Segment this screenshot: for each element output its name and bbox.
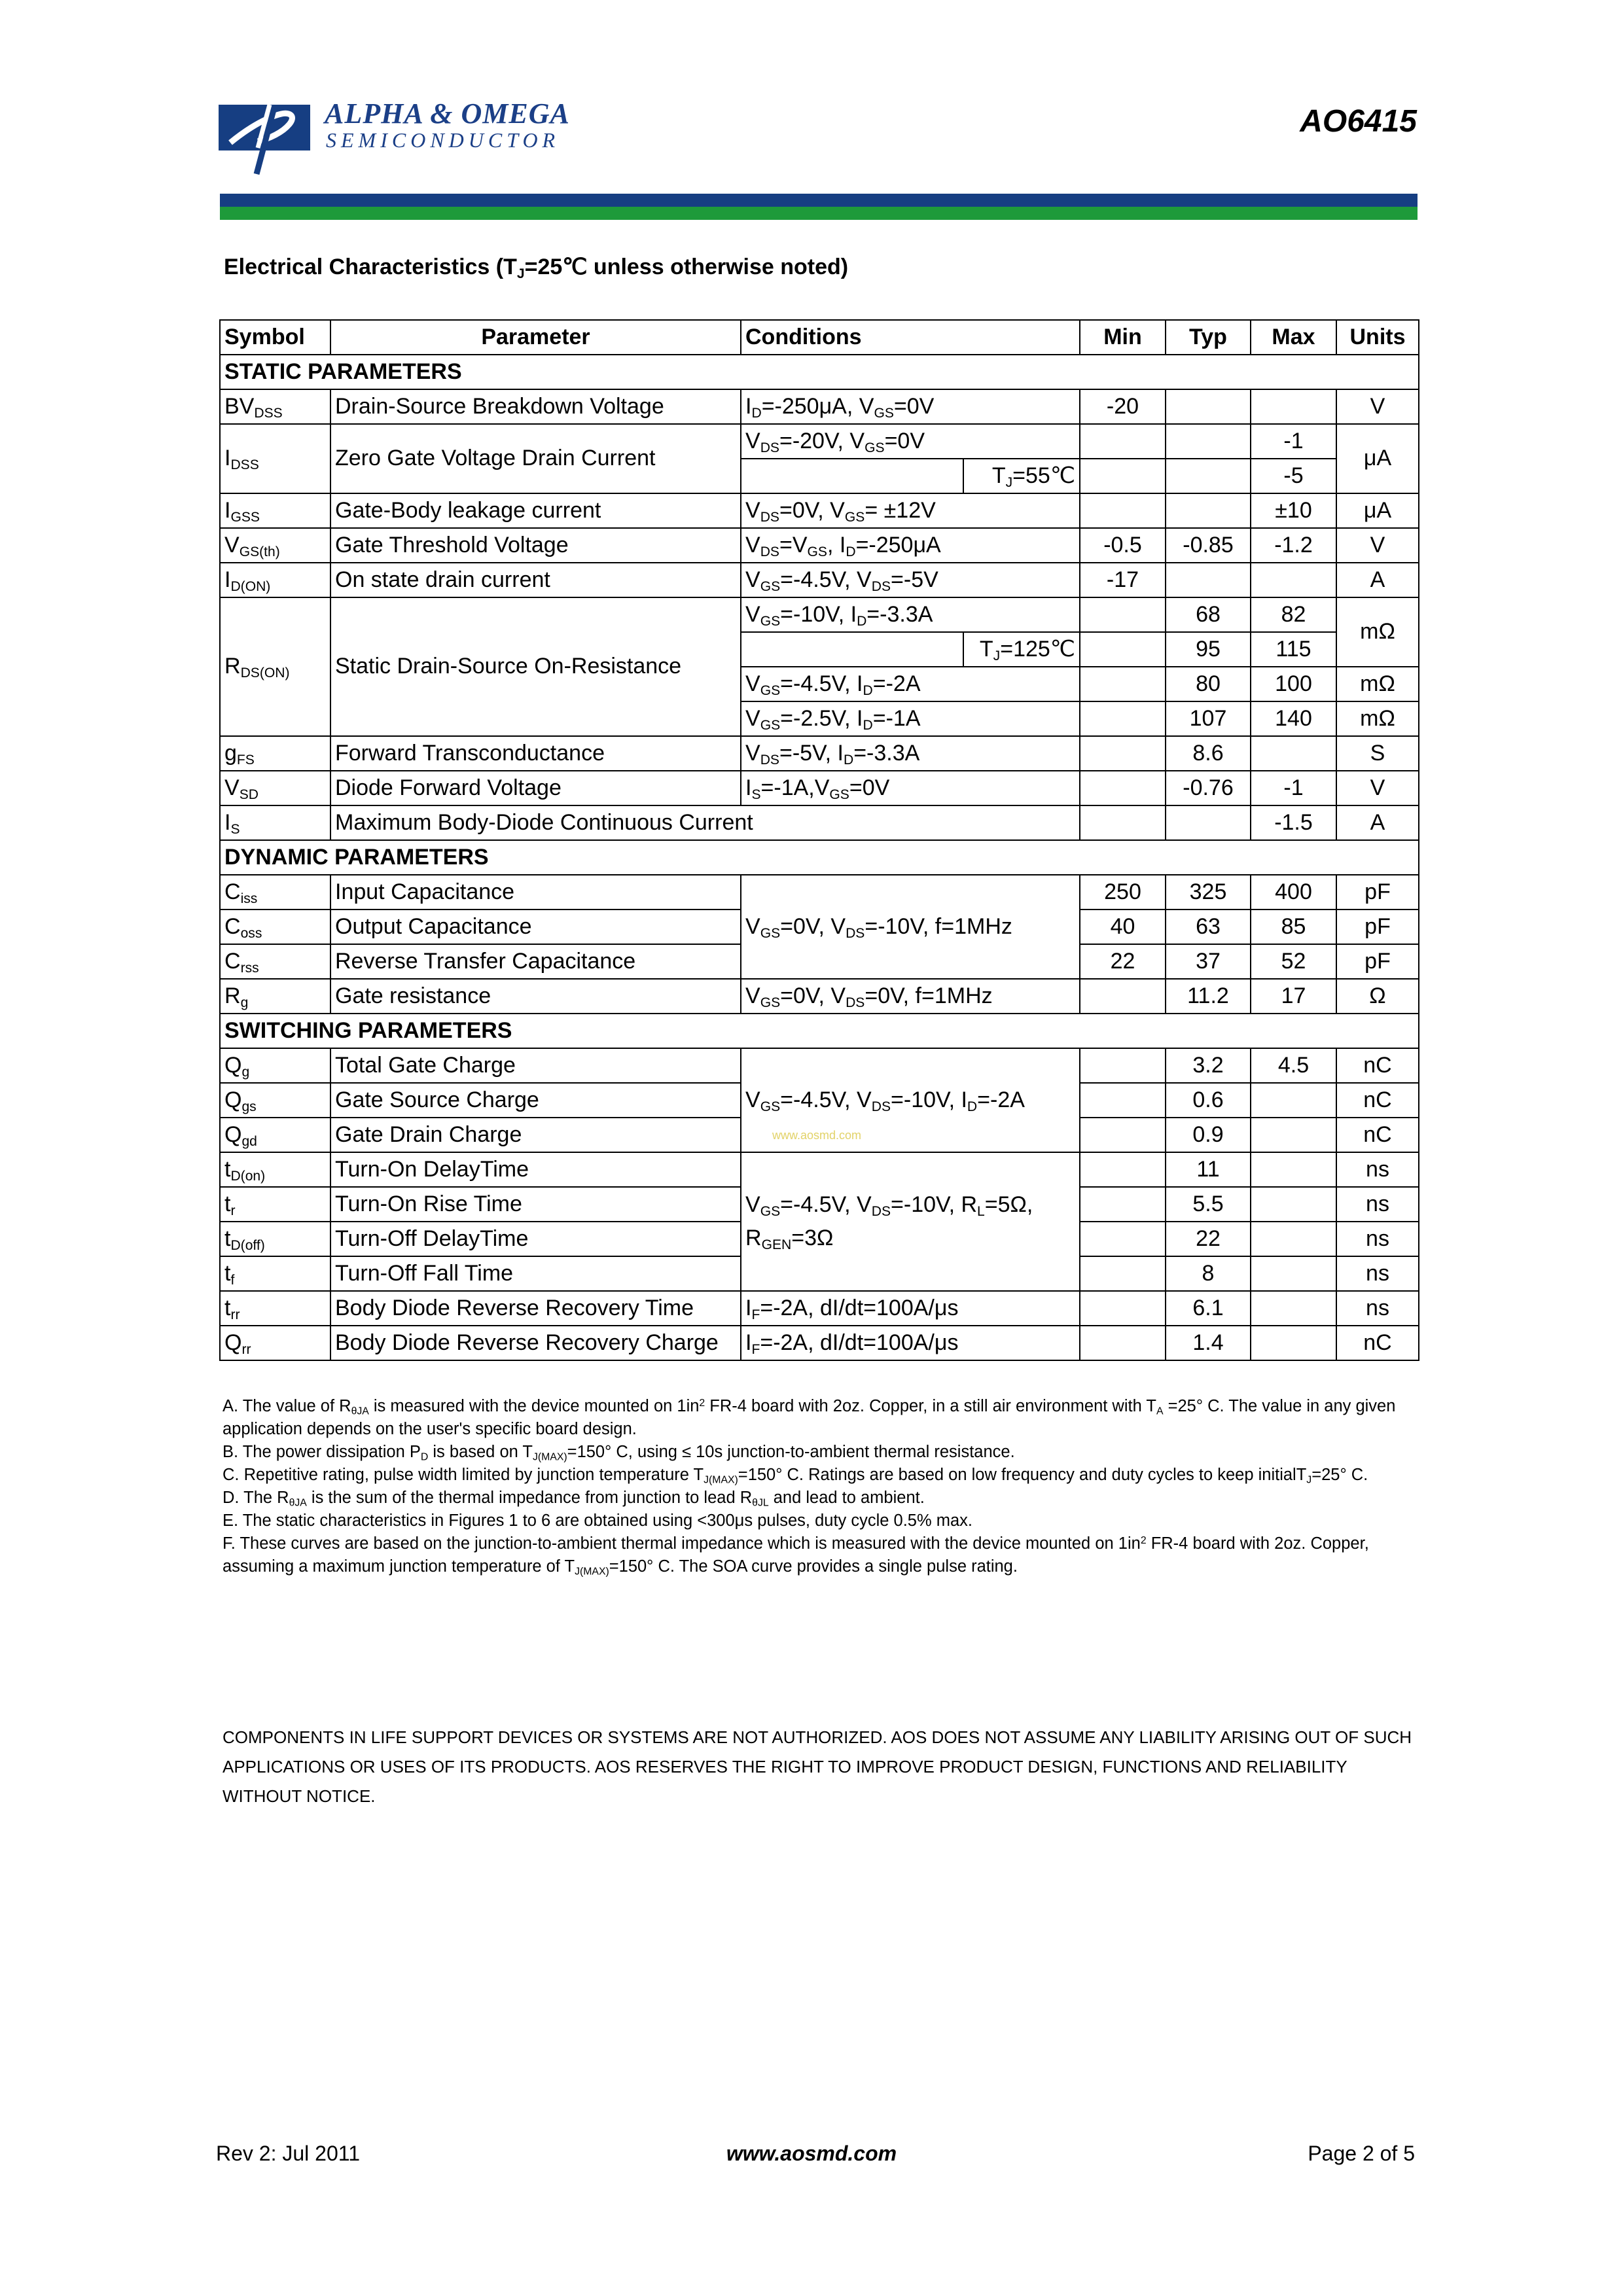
note-c: C. Repetitive rating, pulse width limited by junction temperature $T_{J(MAX)}=150^\circ$ C. Ratings are based on low frequency and duty cycles to keep initialT$_J$=25° C. bbox=[223, 1466, 1368, 1486]
conditions-cell bbox=[741, 459, 963, 493]
header-rule-green bbox=[220, 207, 1418, 220]
conditions-cell: $V_{GS}=-4.5V$, $V_{DS}=-10V$, $I_D=-2A$ bbox=[741, 1048, 1080, 1152]
min-cell: 22 bbox=[1080, 944, 1166, 979]
min-cell bbox=[1080, 701, 1166, 736]
table-row bbox=[220, 875, 1419, 910]
section-row bbox=[220, 840, 1419, 875]
max-cell: -1 bbox=[1251, 424, 1336, 459]
max-cell bbox=[1251, 563, 1336, 597]
note-e: E. The static characteristics in Figures 1 to 6 are obtained using <300μs pulses, duty cycle 0.5% max. bbox=[223, 1511, 973, 1530]
min-cell bbox=[1080, 771, 1166, 805]
min-cell bbox=[1080, 493, 1166, 528]
conditions-cell: $I_D=-250\mu A$, $V_{GS}=0V$ bbox=[741, 389, 1080, 424]
max-cell: ±10 bbox=[1251, 493, 1336, 528]
symbol-cell: $C_{oss}$ bbox=[220, 910, 330, 944]
units-cell: pF bbox=[1336, 910, 1419, 944]
brand-subtitle: SEMICONDUCTOR bbox=[326, 128, 560, 152]
footnotes bbox=[223, 1395, 1420, 1578]
max-cell bbox=[1251, 1083, 1336, 1118]
typ-cell bbox=[1166, 389, 1251, 424]
conditions-cell: $I_S=-1A,V_{GS}=0V$ bbox=[741, 771, 1080, 805]
units-cell: mΩ bbox=[1336, 701, 1419, 736]
parameter-cell: Input Capacitance bbox=[330, 875, 741, 910]
section-row bbox=[220, 355, 1419, 389]
max-cell: -1.5 bbox=[1251, 805, 1336, 840]
header-parameter: Parameter bbox=[330, 320, 741, 355]
units-cell: mΩ bbox=[1336, 597, 1419, 667]
table-row bbox=[220, 389, 1419, 424]
min-cell bbox=[1080, 1187, 1166, 1222]
symbol-cell: $V_{SD}$ bbox=[220, 771, 330, 805]
typ-cell: 325 bbox=[1166, 875, 1251, 910]
parameter-cell: Body Diode Reverse Recovery Time bbox=[330, 1291, 741, 1326]
min-cell bbox=[1080, 805, 1166, 840]
parameter-cell: Output Capacitance bbox=[330, 910, 741, 944]
parameter-cell: Zero Gate Voltage Drain Current bbox=[330, 424, 741, 493]
max-cell: 52 bbox=[1251, 944, 1336, 979]
max-cell: 140 bbox=[1251, 701, 1336, 736]
min-cell: -20 bbox=[1080, 389, 1166, 424]
parameter-cell: Turn-Off DelayTime bbox=[330, 1222, 741, 1256]
parameter-cell: Gate Drain Charge bbox=[330, 1118, 741, 1152]
max-cell: -1 bbox=[1251, 771, 1336, 805]
max-cell bbox=[1251, 1291, 1336, 1326]
units-cell: V bbox=[1336, 389, 1419, 424]
typ-cell: 80 bbox=[1166, 667, 1251, 701]
parameter-cell: Maximum Body-Diode Continuous Current bbox=[330, 805, 1080, 840]
conditions-cell bbox=[741, 632, 963, 667]
min-cell bbox=[1080, 424, 1166, 459]
brand-name: ALPHA & OMEGA bbox=[325, 97, 570, 130]
conditions-cell: $V_{GS}=-4.5V$, $V_{DS}=-5V$ bbox=[741, 563, 1080, 597]
min-cell bbox=[1080, 1083, 1166, 1118]
symbol-cell: $Q_{rr}$ bbox=[220, 1326, 330, 1360]
table-row bbox=[220, 563, 1419, 597]
parameter-cell: Drain-Source Breakdown Voltage bbox=[330, 389, 741, 424]
typ-cell: 8 bbox=[1166, 1256, 1251, 1291]
parameter-cell: Body Diode Reverse Recovery Charge bbox=[330, 1326, 741, 1360]
section-title: Electrical Characteristics ($T_J=25℃$ unless otherwise noted) bbox=[224, 255, 849, 281]
parameter-cell: Forward Transconductance bbox=[330, 736, 741, 771]
typ-cell bbox=[1166, 563, 1251, 597]
table-row bbox=[220, 1048, 1419, 1083]
symbol-cell: $Q_{gs}$ bbox=[220, 1083, 330, 1118]
symbol-cell: $C_{iss}$ bbox=[220, 875, 330, 910]
typ-cell: 11.2 bbox=[1166, 979, 1251, 1014]
units-cell: ns bbox=[1336, 1152, 1419, 1187]
header-max: Max bbox=[1251, 320, 1336, 355]
table-row bbox=[220, 493, 1419, 528]
max-cell bbox=[1251, 1187, 1336, 1222]
conditions-cell: $V_{DS}=V_{GS}$, $I_D=-250\mu A$ bbox=[741, 528, 1080, 563]
table-row bbox=[220, 736, 1419, 771]
units-cell: S bbox=[1336, 736, 1419, 771]
max-cell: 115 bbox=[1251, 632, 1336, 667]
max-cell: 85 bbox=[1251, 910, 1336, 944]
symbol-cell: $t_{D(off)}$ bbox=[220, 1222, 330, 1256]
conditions-cell: $V_{GS}=-2.5V$, $I_D=-1A$ bbox=[741, 701, 1080, 736]
typ-cell: 1.4 bbox=[1166, 1326, 1251, 1360]
table-row bbox=[220, 979, 1419, 1014]
watermark-text: www.aosmd.com bbox=[772, 1129, 862, 1142]
symbol-cell: $Q_{gd}$ bbox=[220, 1118, 330, 1152]
min-cell: 250 bbox=[1080, 875, 1166, 910]
units-cell: V bbox=[1336, 528, 1419, 563]
table-header-row bbox=[220, 320, 1419, 355]
typ-cell: 63 bbox=[1166, 910, 1251, 944]
typ-cell bbox=[1166, 805, 1251, 840]
website-link[interactable]: www.aosmd.com bbox=[726, 2142, 897, 2165]
note-f: F. These curves are based on the junction-to-ambient thermal impedance which is measured with the device mounted on $1in^2$ FR-4 board with 2oz. Copper, assuming a maximum junction temperature of $T_{J(MAX)}=150^\circ$ C. The SOA curve provides a single pulse rating. bbox=[223, 1534, 1369, 1578]
units-cell: mΩ bbox=[1336, 667, 1419, 701]
symbol-cell: $g_{FS}$ bbox=[220, 736, 330, 771]
parameter-cell: Total Gate Charge bbox=[330, 1048, 741, 1083]
header-symbol: Symbol bbox=[220, 320, 330, 355]
typ-cell: 37 bbox=[1166, 944, 1251, 979]
parameter-cell: Gate Threshold Voltage bbox=[330, 528, 741, 563]
conditions-cell: $V_{DS}=0V$, $V_{GS}= \pm 12V$ bbox=[741, 493, 1080, 528]
parameter-cell: Turn-On Rise Time bbox=[330, 1187, 741, 1222]
typ-cell: -0.85 bbox=[1166, 528, 1251, 563]
conditions-cell: $V_{GS}=0V$, $V_{DS}=0V$, f=1MHz bbox=[741, 979, 1080, 1014]
header-rule-blue bbox=[220, 194, 1418, 207]
min-cell bbox=[1080, 979, 1166, 1014]
conditions-cell: $V_{GS}=0V$, $V_{DS}=-10V$, f=1MHz bbox=[741, 875, 1080, 979]
conditions-cell: $I_F=-2A$, dI/dt=100A/μs bbox=[741, 1326, 1080, 1360]
table-row bbox=[220, 424, 1419, 459]
typ-cell: 6.1 bbox=[1166, 1291, 1251, 1326]
symbol-cell: $t_{D(on)}$ bbox=[220, 1152, 330, 1187]
table-row bbox=[220, 771, 1419, 805]
parameter-cell: Reverse Transfer Capacitance bbox=[330, 944, 741, 979]
symbol-cell: $I_{DSS}$ bbox=[220, 424, 330, 493]
note-a: A. The value of $R_{\theta JA}$ is measured with the device mounted on $1in^2$ FR-4 board with 2oz. Copper, in a still air environment with $T_A =25^\circ$ C. The value in any given application depends on the user's specific board design. bbox=[223, 1397, 1396, 1438]
legal-disclaimer: COMPONENTS IN LIFE SUPPORT DEVICES OR SYSTEMS ARE NOT AUTHORIZED. AOS DOES NOT ASSUME ANY LIABILITY ARISING OUT OF SUCH APPLICATIONS OR USES OF ITS PRODUCTS. AOS RESERVES THE RIGHT TO IMPROVE PRODUCT DESIGN, FUNCTIONS AND RELIABILITY WITHOUT NOTICE. bbox=[223, 1727, 1412, 1806]
part-number: AO6415 bbox=[1300, 104, 1417, 139]
max-cell bbox=[1251, 1118, 1336, 1152]
symbol-cell: $C_{rss}$ bbox=[220, 944, 330, 979]
min-cell: 40 bbox=[1080, 910, 1166, 944]
typ-cell: 0.6 bbox=[1166, 1083, 1251, 1118]
units-cell: V bbox=[1336, 771, 1419, 805]
parameter-cell: Gate resistance bbox=[330, 979, 741, 1014]
typ-cell: 0.9 bbox=[1166, 1118, 1251, 1152]
table-row bbox=[220, 1152, 1419, 1187]
temperature-condition: $T_J=55℃$ bbox=[963, 459, 1080, 493]
static-parameters-heading: STATIC PARAMETERS bbox=[220, 355, 1419, 389]
min-cell bbox=[1080, 1291, 1166, 1326]
symbol-cell: $Q_g$ bbox=[220, 1048, 330, 1083]
typ-cell: 22 bbox=[1166, 1222, 1251, 1256]
min-cell bbox=[1080, 1326, 1166, 1360]
typ-cell: 8.6 bbox=[1166, 736, 1251, 771]
max-cell bbox=[1251, 1222, 1336, 1256]
units-cell: ns bbox=[1336, 1256, 1419, 1291]
symbol-cell: $I_{D(ON)}$ bbox=[220, 563, 330, 597]
electrical-characteristics-table bbox=[219, 319, 1419, 1361]
typ-cell: 95 bbox=[1166, 632, 1251, 667]
conditions-cell: $V_{GS}=-10V$, $I_D=-3.3A$ bbox=[741, 597, 1080, 632]
header-conditions: Conditions bbox=[741, 320, 1080, 355]
min-cell bbox=[1080, 1222, 1166, 1256]
min-cell bbox=[1080, 667, 1166, 701]
symbol-cell: $t_r$ bbox=[220, 1187, 330, 1222]
max-cell bbox=[1251, 1152, 1336, 1187]
temperature-condition: $T_J=125℃$ bbox=[963, 632, 1080, 667]
typ-cell: -0.76 bbox=[1166, 771, 1251, 805]
max-cell bbox=[1251, 736, 1336, 771]
min-cell bbox=[1080, 632, 1166, 667]
max-cell: -1.2 bbox=[1251, 528, 1336, 563]
max-cell: 400 bbox=[1251, 875, 1336, 910]
units-cell: pF bbox=[1336, 875, 1419, 910]
note-b: B. The power dissipation $P_D$ is based on $T_{J(MAX)}=150^\circ$ C, using ≤ 10s junction-to-ambient thermal resistance. bbox=[223, 1443, 1015, 1463]
revision-label: Rev 2: Jul 2011 bbox=[216, 2142, 360, 2165]
parameter-cell: Static Drain-Source On-Resistance bbox=[330, 597, 741, 736]
max-cell: 4.5 bbox=[1251, 1048, 1336, 1083]
typ-cell bbox=[1166, 493, 1251, 528]
symbol-cell: $R_{DS(ON)}$ bbox=[220, 597, 330, 736]
max-cell bbox=[1251, 1326, 1336, 1360]
parameter-cell: Turn-On DelayTime bbox=[330, 1152, 741, 1187]
typ-cell: 5.5 bbox=[1166, 1187, 1251, 1222]
parameter-cell: Turn-Off Fall Time bbox=[330, 1256, 741, 1291]
page-number: Page 2 of 5 bbox=[1308, 2142, 1415, 2165]
units-cell: μA bbox=[1336, 424, 1419, 493]
max-cell: 17 bbox=[1251, 979, 1336, 1014]
units-cell: ns bbox=[1336, 1291, 1419, 1326]
header-min: Min bbox=[1080, 320, 1166, 355]
conditions-cell: $I_F=-2A$, dI/dt=100A/μs bbox=[741, 1291, 1080, 1326]
min-cell: -0.5 bbox=[1080, 528, 1166, 563]
units-cell: μA bbox=[1336, 493, 1419, 528]
min-cell bbox=[1080, 1118, 1166, 1152]
units-cell: nC bbox=[1336, 1326, 1419, 1360]
typ-cell: 11 bbox=[1166, 1152, 1251, 1187]
typ-cell bbox=[1166, 459, 1251, 493]
conditions-cell: $V_{DS}=-5V$, $I_D=-3.3A$ bbox=[741, 736, 1080, 771]
section-row bbox=[220, 1014, 1419, 1048]
max-cell: -5 bbox=[1251, 459, 1336, 493]
min-cell bbox=[1080, 459, 1166, 493]
parameter-cell: Diode Forward Voltage bbox=[330, 771, 741, 805]
conditions-cell: $V_{GS}=-4.5V$, $I_D=-2A$ bbox=[741, 667, 1080, 701]
symbol-cell: $R_g$ bbox=[220, 979, 330, 1014]
parameter-cell: On state drain current bbox=[330, 563, 741, 597]
conditions-cell: $V_{DS}=-20V$, $V_{GS}=0V$ bbox=[741, 424, 1080, 459]
min-cell bbox=[1080, 736, 1166, 771]
min-cell bbox=[1080, 597, 1166, 632]
header-units: Units bbox=[1336, 320, 1419, 355]
units-cell: Ω bbox=[1336, 979, 1419, 1014]
table-row bbox=[220, 597, 1419, 632]
typ-cell: 107 bbox=[1166, 701, 1251, 736]
note-d: D. The $R_{\theta JA}$ is the sum of the thermal impedance from junction to lead $R_{\theta JL}$ and lead to ambient. bbox=[223, 1489, 925, 1509]
max-cell: 82 bbox=[1251, 597, 1336, 632]
dynamic-parameters-heading: DYNAMIC PARAMETERS bbox=[220, 840, 1419, 875]
table-row bbox=[220, 805, 1419, 840]
units-cell: nC bbox=[1336, 1048, 1419, 1083]
typ-cell: 68 bbox=[1166, 597, 1251, 632]
typ-cell bbox=[1166, 424, 1251, 459]
max-cell bbox=[1251, 1256, 1336, 1291]
min-cell: -17 bbox=[1080, 563, 1166, 597]
units-cell: nC bbox=[1336, 1118, 1419, 1152]
units-cell: ns bbox=[1336, 1222, 1419, 1256]
units-cell: A bbox=[1336, 805, 1419, 840]
symbol-cell: $I_S$ bbox=[220, 805, 330, 840]
parameter-cell: Gate-Body leakage current bbox=[330, 493, 741, 528]
symbol-cell: $BV_{DSS}$ bbox=[220, 389, 330, 424]
symbol-cell: $V_{GS(th)}$ bbox=[220, 528, 330, 563]
symbol-cell: $t_f$ bbox=[220, 1256, 330, 1291]
conditions-cell: $V_{GS}=-4.5V$, $V_{DS}=-10V$, $R_L=5\Omega$, $R_{GEN}=3\Omega$ bbox=[741, 1152, 1080, 1291]
min-cell bbox=[1080, 1048, 1166, 1083]
parameter-cell: Gate Source Charge bbox=[330, 1083, 741, 1118]
min-cell bbox=[1080, 1256, 1166, 1291]
header-typ: Typ bbox=[1166, 320, 1251, 355]
switching-parameters-heading: SWITCHING PARAMETERS bbox=[220, 1014, 1419, 1048]
symbol-cell: $t_{rr}$ bbox=[220, 1291, 330, 1326]
max-cell: 100 bbox=[1251, 667, 1336, 701]
max-cell bbox=[1251, 389, 1336, 424]
aos-logo bbox=[219, 105, 310, 175]
min-cell bbox=[1080, 1152, 1166, 1187]
units-cell: ns bbox=[1336, 1187, 1419, 1222]
units-cell: A bbox=[1336, 563, 1419, 597]
table-row bbox=[220, 528, 1419, 563]
typ-cell: 3.2 bbox=[1166, 1048, 1251, 1083]
table-row bbox=[220, 1326, 1419, 1360]
table-row bbox=[220, 1291, 1419, 1326]
symbol-cell: $I_{GSS}$ bbox=[220, 493, 330, 528]
units-cell: nC bbox=[1336, 1083, 1419, 1118]
units-cell: pF bbox=[1336, 944, 1419, 979]
